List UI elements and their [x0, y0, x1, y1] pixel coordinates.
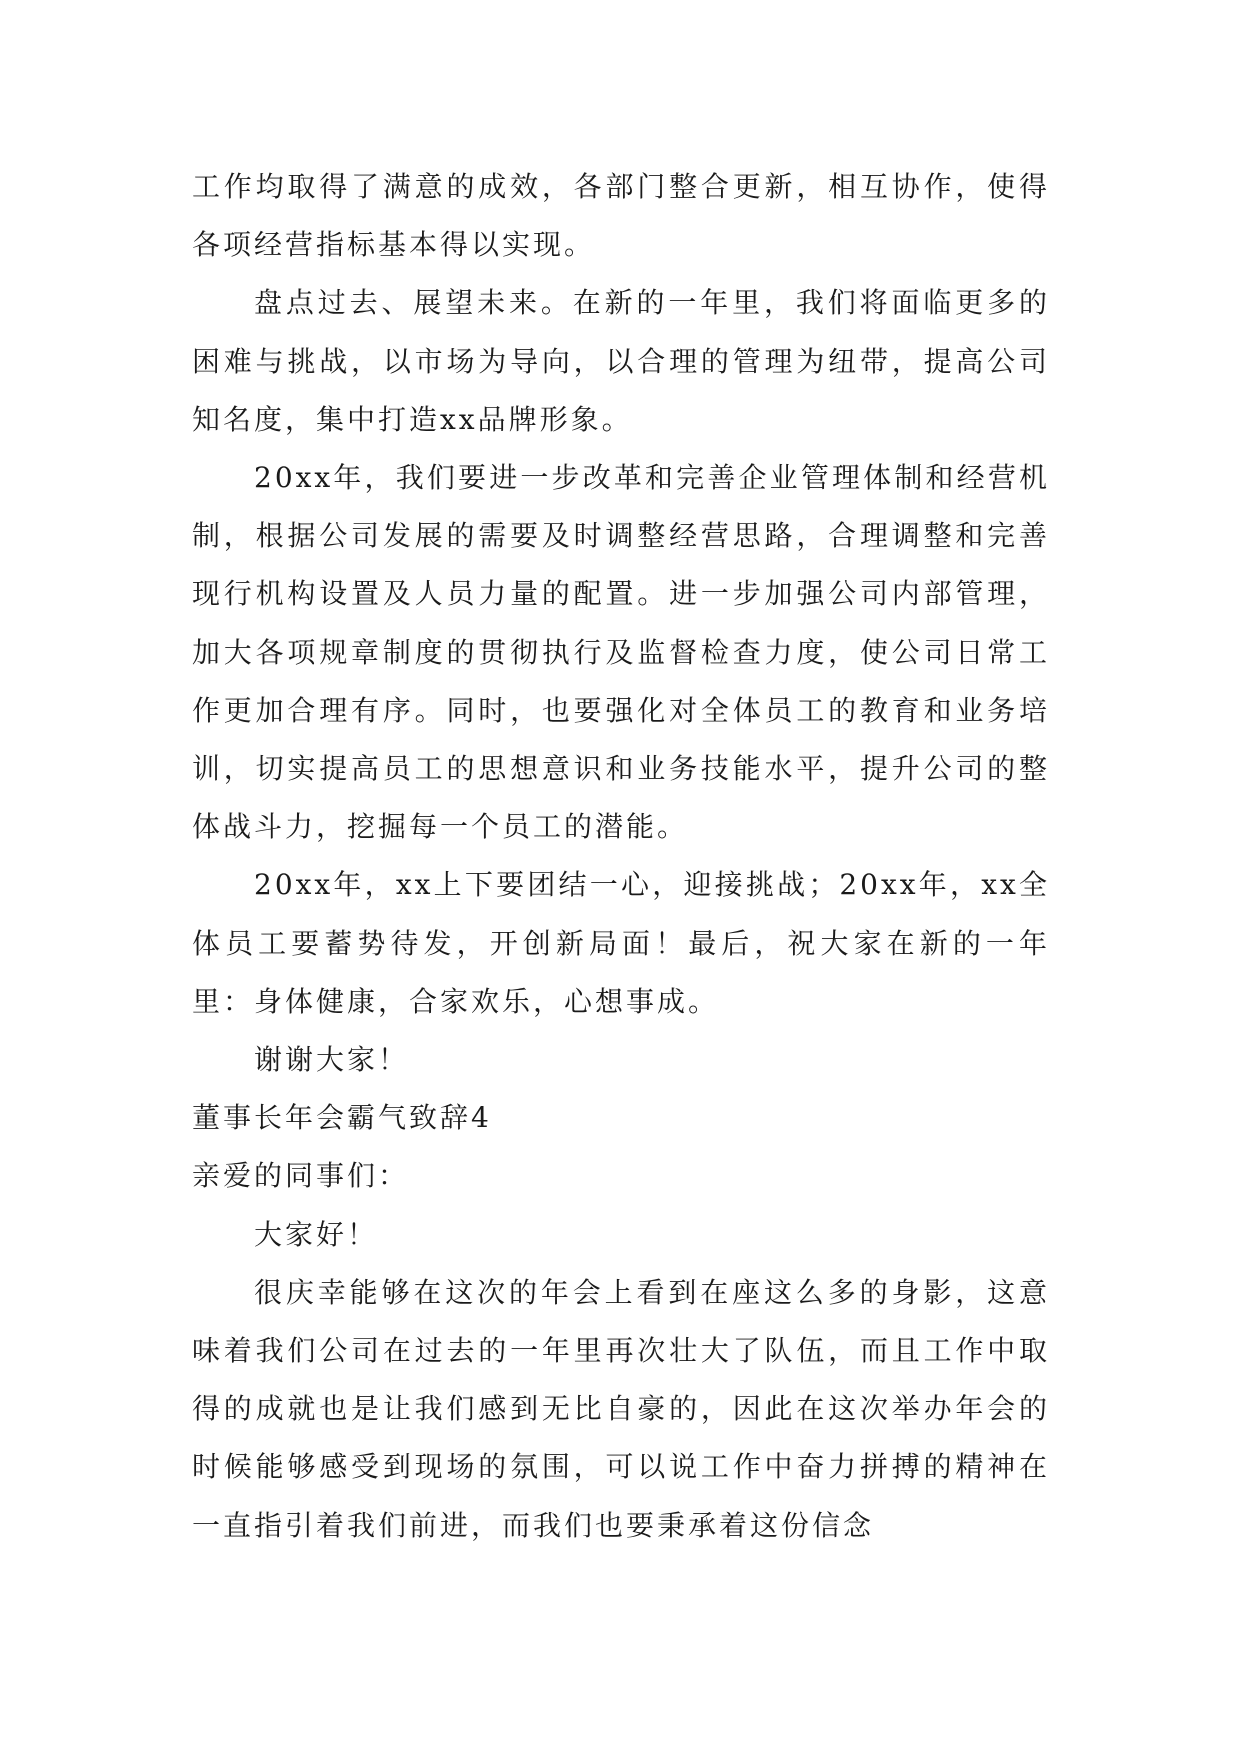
salutation: 亲爱的同事们：	[192, 1159, 410, 1193]
paragraph-reform-plan: 20xx年，我们要进一步改革和完善企业管理体制和经营机制，根据公司发展的需要及时调整经营思路，合理调整和完善现行机构设置及人员力量的配置。进一步加强公司内部管理，加大各项规章制度的贯彻执行及监督检查力度，使公司日常工作更加合理有序。同时，也要强化对全体员工的教育和业务培训，切实提高员工的思想意识和业务技能水平，提升公司的整体战斗力，挖掘每一个员工的潜能。	[192, 461, 1050, 844]
greeting: 大家好！	[254, 1217, 379, 1251]
paragraph-speech-opening: 很庆幸能够在这次的年会上看到在座这么多的身影，这意味着我们公司在过去的一年里再次壮大了队伍，而且工作中取得的成就也是让我们感到无比自豪的，因此在这次举办年会的时候能够感受到现场的氛围，可以说工作中奋力拼搏的精神在一直指引着我们前进，而我们也要秉承着这份信念	[192, 1275, 1050, 1542]
paragraph-thanks: 谢谢大家！	[254, 1043, 410, 1077]
document-body	[192, 158, 1050, 1555]
paragraph-review-outlook: 盘点过去、展望未来。在新的一年里，我们将面临更多的困难与挑战，以市场为导向，以合理的管理为纽带，提高公司知名度，集中打造xx品牌形象。	[192, 286, 1050, 436]
paragraph-unite-wishes: 20xx年，xx上下要团结一心，迎接挑战；20xx年，xx全体员工要蓄势待发，开创新局面！最后，祝大家在新的一年里：身体健康，合家欢乐，心想事成。	[192, 868, 1050, 1018]
section-heading: 董事长年会霸气致辞4	[192, 1101, 492, 1135]
paragraph-intro-continued: 工作均取得了满意的成效，各部门整合更新，相互协作，使得各项经营指标基本得以实现。	[192, 170, 1050, 262]
